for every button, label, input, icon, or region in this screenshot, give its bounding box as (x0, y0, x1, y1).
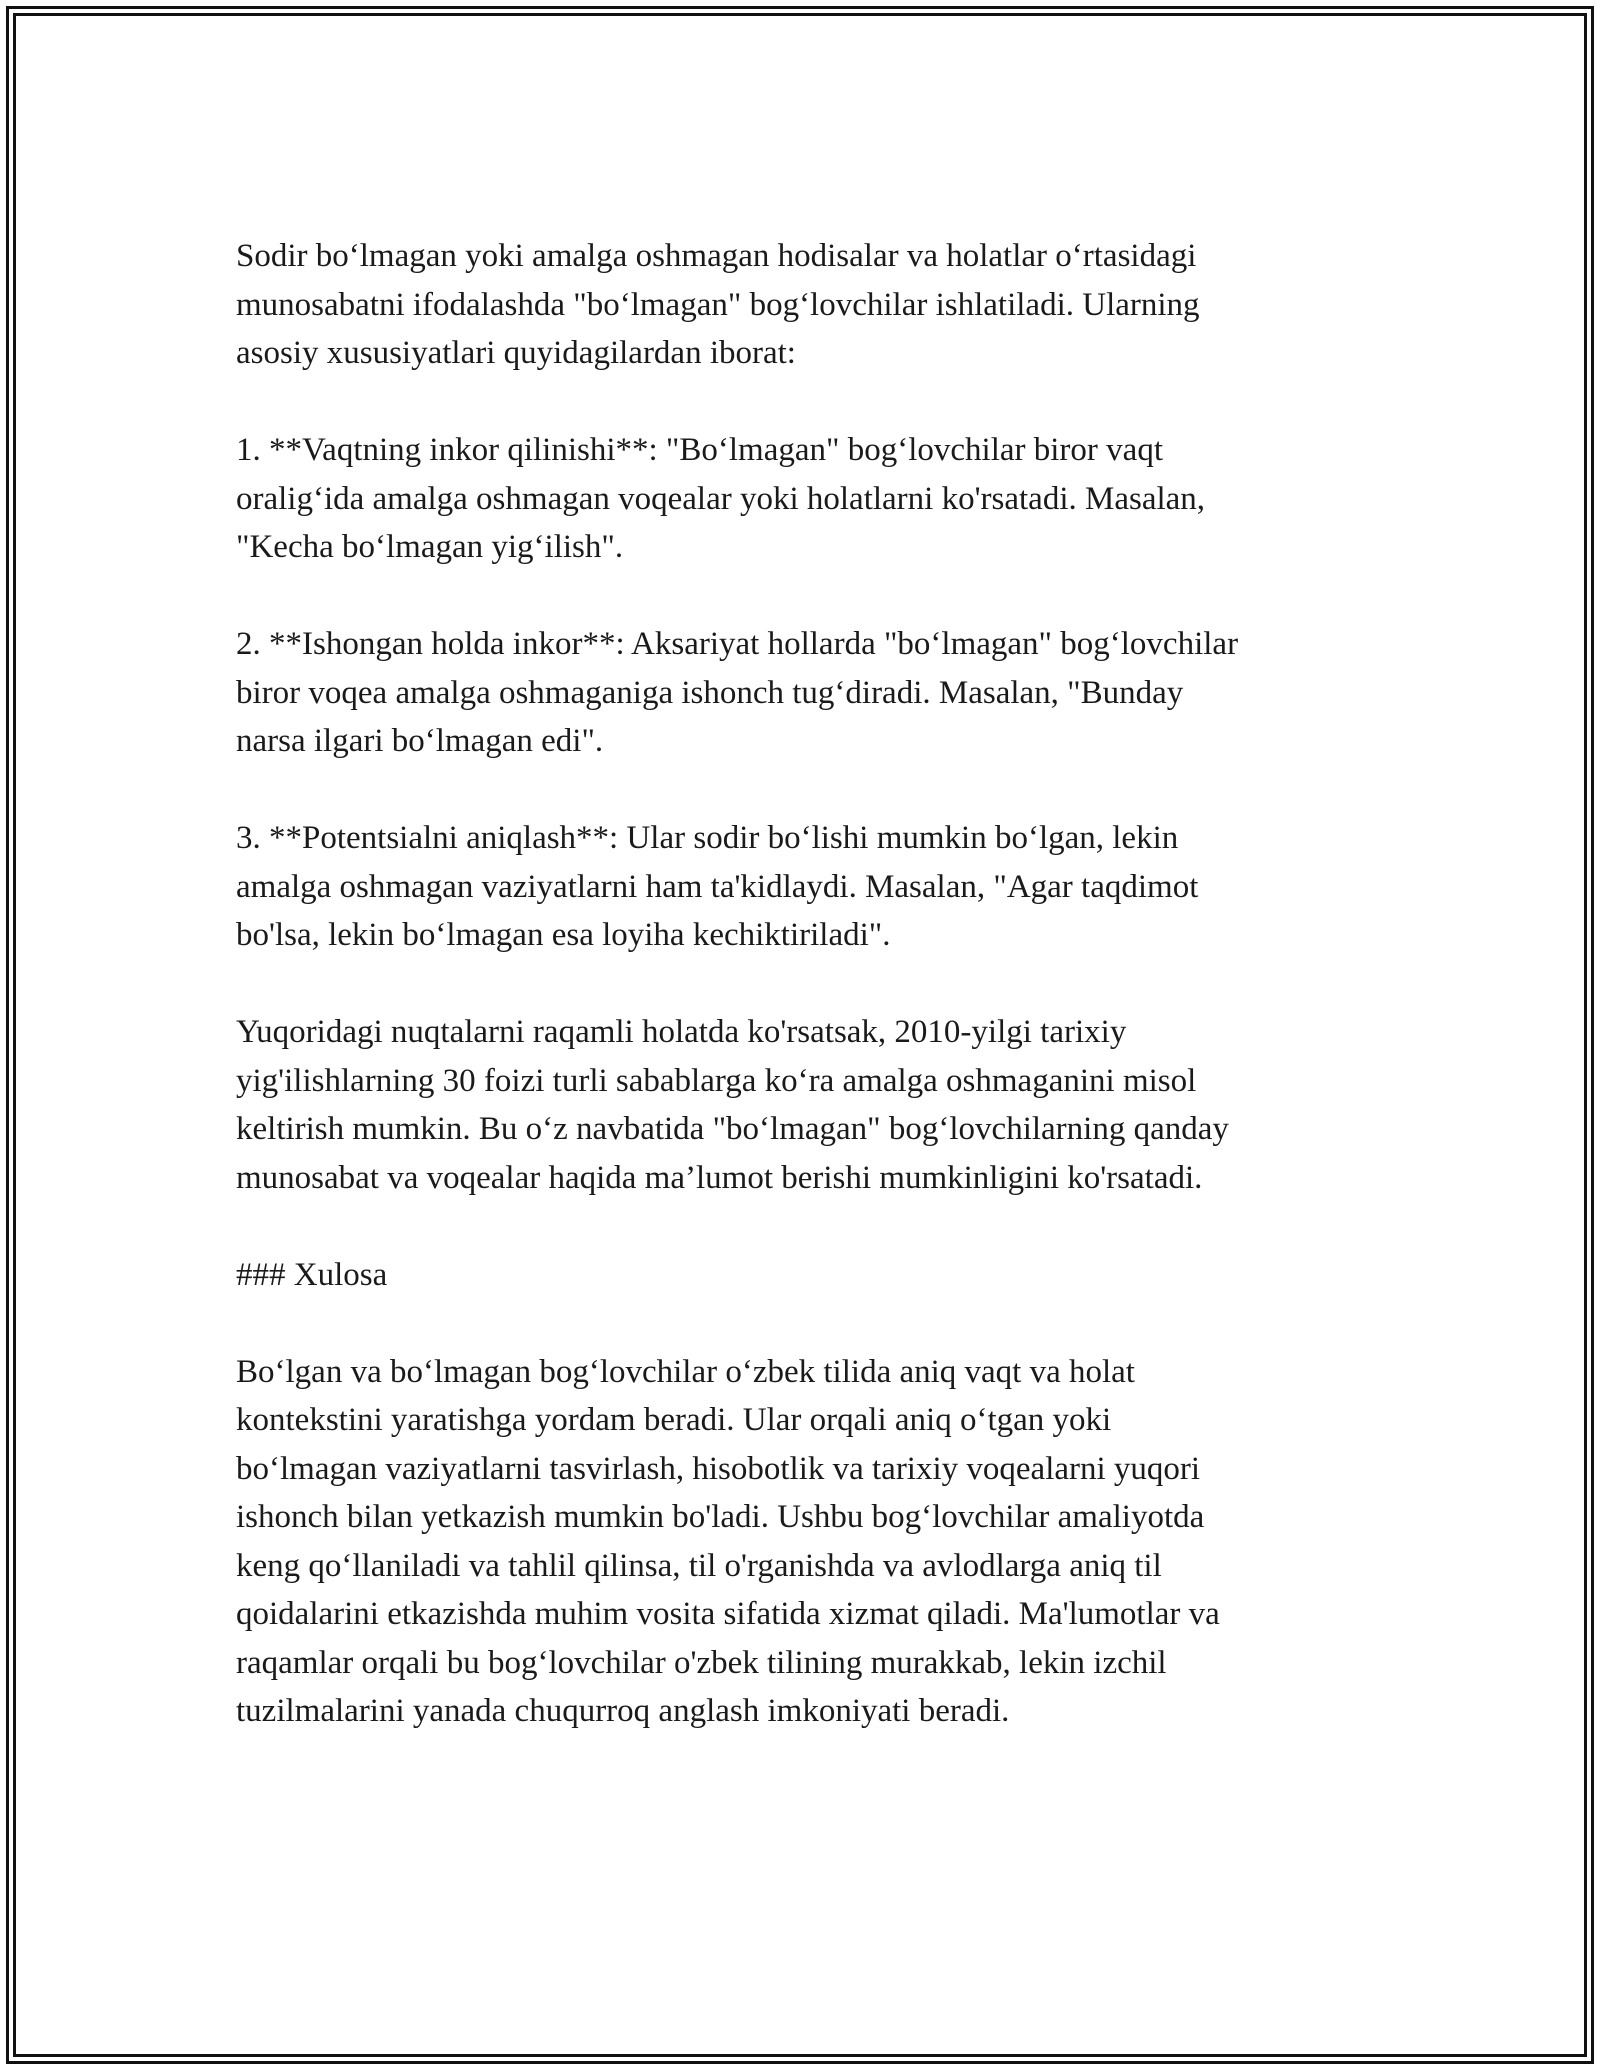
list-item-1: 1. **Vaqtning inkor qilinishi**: "Bo‘lmagan" bog‘lovchilar biror vaqt oralig‘ida amalga oshmagan voqealar yoki holatlarni ko'rsatadi. Masalan, "Kecha bo‘lmagan yig‘ilish". (236, 432, 1206, 565)
document-body (236, 232, 1366, 1736)
intro-paragraph: Sodir bo‘lmagan yoki amalga oshmagan hodisalar va holatlar o‘rtasidagi munosabatni ifodalashda "bo‘lmagan" bog‘lovchilar ishlatiladi. Ularning asosiy xususiyatlari quyidagilardan iborat: (236, 238, 1200, 371)
section-heading: ### Xulosa (236, 1256, 388, 1293)
list-item-2: 2. **Ishongan holda inkor**: Aksariyat hollarda "bo‘lmagan" bog‘lovchilar biror voqea amalga oshmaganiga ishonch tug‘diradi. Masalan, "Bunday narsa ilgari bo‘lmagan edi". (236, 626, 1239, 759)
list-item-3: 3. **Potentsialni aniqlash**: Ular sodir bo‘lishi mumkin bo‘lgan, lekin amalga oshmagan vaziyatlarni ham ta'kidlaydi. Masalan, "Agar taqdimot bo'lsa, lekin bo‘lmagan esa loyiha kechiktiriladi". (236, 820, 1199, 953)
statistics-paragraph: Yuqoridagi nuqtalarni raqamli holatda ko'rsatsak, 2010-yilgi tarixiy yig'ilishlarning 30 foizi turli sabablarga ko‘ra amalga oshmaganini misol keltirish mumkin. Bu o‘z navbatida "bo‘lmagan" bog‘lovchilarning qanday munosabat va voqealar haqida ma’lumot berishi mumkinligini ko'rsatadi. (236, 1014, 1229, 1196)
conclusion-paragraph: Bo‘lgan va bo‘lmagan bog‘lovchilar o‘zbek tilida aniq vaqt va holat kontekstini yaratishga yordam beradi. Ular orqali aniq o‘tgan yoki bo‘lmagan vaziyatlarni tasvirlash, hisobotlik va tarixiy voqealarni yuqori ishonch bilan yetkazish mumkin bo'ladi. Ushbu bog‘lovchilar amaliyotda keng qo‘llaniladi va tahlil qilinsa, til o'rganishda va avlodlarga aniq til qoidalarini etkazishda muhim vosita sifatida xizmat qiladi. Ma'lumotlar va raqamlar orqali bu bog‘lovchilar o'zbek tilining murakkab, lekin izchil tuzilmalarini yanada chuqurroq anglash imkoniyati beradi. (236, 1353, 1220, 1729)
